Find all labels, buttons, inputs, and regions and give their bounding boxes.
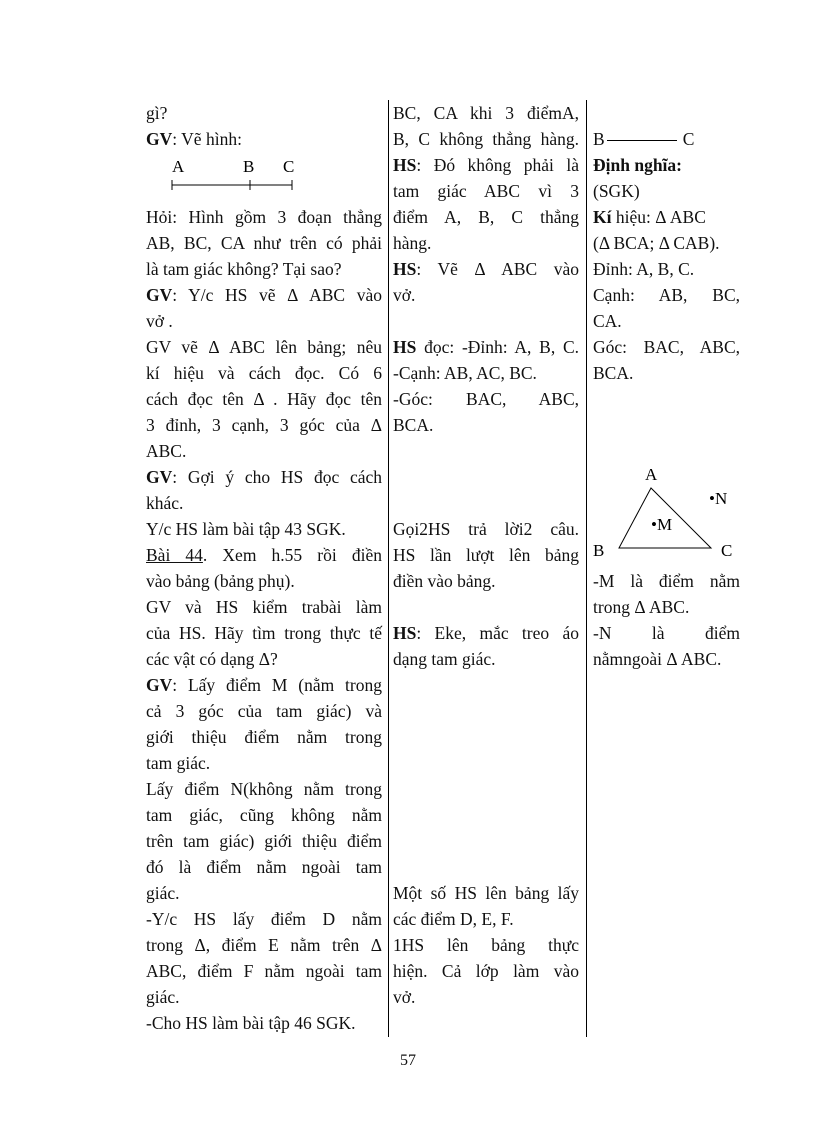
page-number: 57 bbox=[400, 1052, 416, 1069]
hs-label: HS bbox=[393, 155, 417, 175]
text-line: Cạnh: AB, BC, bbox=[593, 285, 740, 305]
hs-label: HS bbox=[393, 259, 417, 279]
point-m: •M bbox=[651, 515, 673, 534]
gv-label: GV bbox=[146, 467, 173, 487]
text-line: AB, BC, CA như trên có phải bbox=[146, 233, 382, 253]
text-line: nằmngoài Δ ABC. bbox=[593, 649, 722, 669]
triangle-label-c: C bbox=[721, 541, 733, 560]
text-line: Y/c HS làm bài tập 43 SGK. bbox=[146, 519, 346, 539]
text-line: kí hiệu và cách đọc. Có 6 bbox=[146, 363, 382, 383]
text-line: trên tam giác) giới thiệu điểm bbox=[146, 831, 382, 851]
triangle-label-a: A bbox=[645, 465, 658, 484]
text-line: Kí hiệu: Δ ABC bbox=[593, 207, 706, 227]
text-line: GV: Lấy điểm M (nằm trong bbox=[146, 675, 382, 695]
text-line: BCA. bbox=[393, 415, 434, 435]
text-line: GV: Y/c HS vẽ Δ ABC vào bbox=[146, 285, 382, 305]
text-line: Góc: BAC, ABC, bbox=[593, 337, 740, 357]
text-line: là tam giác không? Tại sao? bbox=[146, 259, 342, 279]
text-line: vở . bbox=[146, 311, 173, 331]
text-line: HS đọc: -Đỉnh: A, B, C. bbox=[393, 337, 579, 357]
text-line: -Góc: BAC, ABC, bbox=[393, 389, 579, 409]
text-line: GV và HS kiểm trabài làm bbox=[146, 597, 382, 617]
text-line: tam giác ABC vì 3 bbox=[393, 181, 579, 201]
text-line: của HS. Hãy tìm trong thực tế bbox=[146, 623, 382, 643]
text-line: hàng. bbox=[393, 233, 432, 253]
text-line: dạng tam giác. bbox=[393, 649, 496, 669]
text-line: điểm A, B, C thẳng bbox=[393, 207, 579, 227]
text-line: 1HS lên bảng thực bbox=[393, 935, 579, 955]
column-divider-1 bbox=[388, 100, 389, 1037]
ki-label: Kí bbox=[593, 207, 612, 227]
text-line: -Cho HS làm bài tập 46 SGK. bbox=[146, 1013, 356, 1033]
teacher-activity-column bbox=[146, 100, 382, 1036]
gv-label: GV bbox=[146, 129, 173, 149]
segment-figure-svg bbox=[146, 152, 382, 204]
text-line: Gọi2HS trả lời2 câu. bbox=[393, 519, 579, 539]
text-line: Hỏi: Hình gồm 3 đoạn thẳng bbox=[146, 207, 382, 227]
text-line: GV: Gợi ý cho HS đọc cách bbox=[146, 467, 382, 487]
segment-label-b: B bbox=[243, 157, 255, 176]
text-line: đó là điểm nằm ngoài tam bbox=[146, 857, 382, 877]
text-line: tam giác. bbox=[146, 753, 211, 773]
text-line: các điểm D, E, F. bbox=[393, 909, 514, 929]
text-line: ABC, điểm F nằm ngoài tam bbox=[146, 961, 382, 981]
text-line: HS: Vẽ Δ ABC vào bbox=[393, 259, 579, 279]
text-line: vở. bbox=[393, 987, 416, 1007]
text-line: giác. bbox=[146, 987, 180, 1007]
text-line: Đỉnh: A, B, C. bbox=[593, 259, 695, 279]
text-line: vở. bbox=[393, 285, 416, 305]
text-line: khác. bbox=[146, 493, 184, 513]
segment-label-a: A bbox=[172, 157, 185, 176]
text-line: ABC. bbox=[146, 441, 187, 461]
exercise-44-label: Bài 44 bbox=[146, 545, 203, 565]
column-divider-2 bbox=[586, 100, 587, 1037]
bc-segment bbox=[607, 140, 677, 141]
text-line: (SGK) bbox=[593, 181, 640, 201]
text-line: BCA. bbox=[593, 363, 634, 383]
triangle-figure-svg bbox=[593, 464, 740, 568]
triangle-figure bbox=[593, 464, 740, 568]
text-line: GV: Vẽ hình: bbox=[146, 129, 242, 149]
hs-label: HS bbox=[393, 337, 417, 357]
text-line: (Δ BCA; Δ CAB). bbox=[593, 233, 720, 253]
text-line: giác. bbox=[146, 883, 180, 903]
hs-label: HS bbox=[393, 623, 417, 643]
text-line: HS: Eke, mắc treo áo bbox=[393, 623, 579, 643]
gv-label: GV bbox=[146, 675, 173, 695]
text-line: HS lần lượt lên bảng bbox=[393, 545, 579, 565]
text-line: BC, CA khi 3 điểmA, bbox=[393, 103, 579, 123]
text-line: trong Δ ABC. bbox=[593, 597, 690, 617]
text-line: điền vào bảng. bbox=[393, 571, 496, 591]
text-line: HS: Đó không phải là bbox=[393, 155, 579, 175]
text-line: trong Δ, điểm E nằm trên Δ bbox=[146, 935, 382, 955]
text-line: tam giác, cũng không nằm bbox=[146, 805, 382, 825]
student-activity-column bbox=[393, 100, 579, 1010]
text-line: Bài 44. Xem h.55 rồi điền bbox=[146, 545, 382, 565]
text-line: hiện. Cả lớp làm vào bbox=[393, 961, 579, 981]
bc-segment-line: B C bbox=[593, 129, 695, 149]
segment-label-c: C bbox=[283, 157, 295, 176]
text-line: -Y/c HS lấy điểm D nằm bbox=[146, 909, 382, 929]
segment-figure bbox=[146, 152, 382, 204]
text-line: vào bảng (bảng phụ). bbox=[146, 571, 295, 591]
text-line: 3 đỉnh, 3 cạnh, 3 góc của Δ bbox=[146, 415, 382, 435]
text-line: Một số HS lên bảng lấy bbox=[393, 883, 579, 903]
point-n: •N bbox=[709, 489, 728, 508]
text-line: Lấy điểm N(không nằm trong bbox=[146, 779, 382, 799]
gv-label: GV bbox=[146, 285, 173, 305]
text-line: cả 3 góc của tam giác) và bbox=[146, 701, 382, 721]
text-line: cách đọc tên Δ . Hãy đọc tên bbox=[146, 389, 382, 409]
text-line: B, C không thẳng hàng. bbox=[393, 129, 579, 149]
triangle-label-b: B bbox=[593, 541, 605, 560]
text-line: CA. bbox=[593, 311, 622, 331]
text-line: -N là điểm bbox=[593, 623, 740, 643]
text-line: các vật có dạng Δ? bbox=[146, 649, 278, 669]
text-line: GV vẽ Δ ABC lên bảng; nêu bbox=[146, 337, 382, 357]
definition-label: Định nghĩa: bbox=[593, 155, 682, 175]
text-line: gì? bbox=[146, 103, 168, 123]
text-line: -Cạnh: AB, AC, BC. bbox=[393, 363, 537, 383]
text-line: -M là điểm nằm bbox=[593, 571, 740, 591]
text-line: giới thiệu điểm nằm trong bbox=[146, 727, 382, 747]
board-content-column bbox=[593, 100, 740, 672]
